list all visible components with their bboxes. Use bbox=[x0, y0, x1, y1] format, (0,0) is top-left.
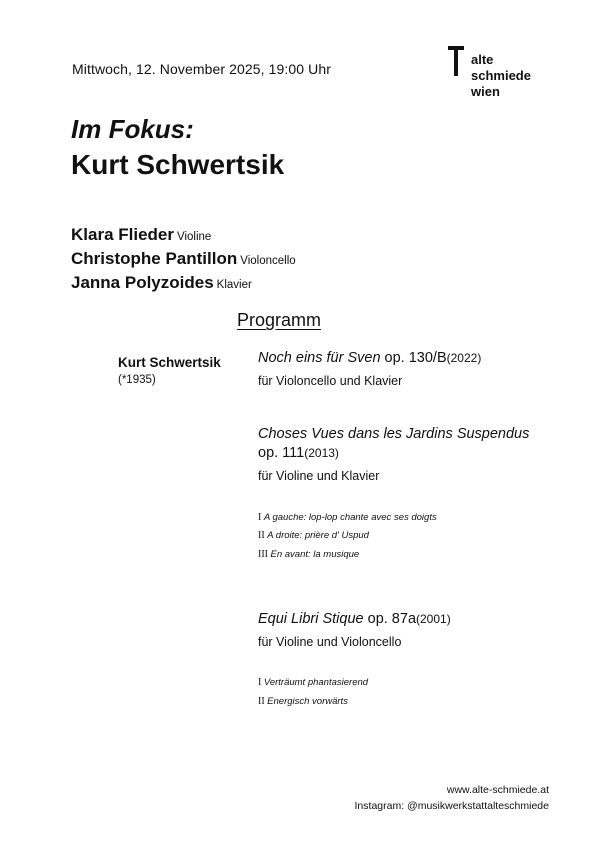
movement bbox=[258, 696, 348, 707]
work-year: (2013) bbox=[304, 446, 339, 460]
performer-row bbox=[71, 225, 211, 245]
performer-instrument: Violoncello bbox=[240, 255, 296, 267]
movement-title: En avant: la musique bbox=[270, 549, 360, 560]
work-title-line bbox=[258, 611, 451, 627]
logo-line-2: schmiede bbox=[471, 68, 531, 83]
movement-number: I bbox=[258, 512, 262, 523]
movement bbox=[258, 530, 369, 541]
movement-title: A droite: prière d' Uspud bbox=[267, 530, 369, 541]
performer-row bbox=[71, 249, 296, 269]
alte-schmiede-logo bbox=[448, 46, 558, 116]
performer-instrument: Klavier bbox=[216, 279, 252, 291]
movement-number: III bbox=[258, 549, 268, 560]
performer-name: Janna Polyzoides bbox=[71, 273, 214, 292]
instagram-handle[interactable]: Instagram: @musikwerkstattalteschmiede bbox=[354, 800, 549, 812]
composer-name: Kurt Schwertsik bbox=[118, 355, 221, 370]
website-link[interactable]: www.alte-schmiede.at bbox=[446, 784, 549, 796]
movement-title: Energisch vorwärts bbox=[267, 696, 348, 707]
title-kicker: Im Fokus: bbox=[71, 114, 194, 144]
work-opus: op. 130/B bbox=[384, 350, 447, 366]
page-title: Kurt Schwertsik bbox=[71, 149, 285, 180]
logo-line-3: wien bbox=[471, 84, 500, 99]
work-title: Choses Vues dans les Jardins Suspendus bbox=[258, 426, 530, 442]
work-title: Noch eins für Sven bbox=[258, 350, 381, 366]
movement bbox=[258, 677, 368, 688]
work-opus: op. 87a bbox=[367, 611, 417, 627]
movement bbox=[258, 512, 437, 523]
event-date: Mittwoch, 12. November 2025, 19:00 Uhr bbox=[72, 61, 332, 77]
work-opus: op. 111 bbox=[258, 445, 305, 461]
movement-number: II bbox=[258, 696, 265, 707]
movement-number: II bbox=[258, 530, 265, 541]
movement bbox=[258, 549, 359, 560]
composer-years: (*1935) bbox=[118, 374, 156, 386]
work-title-line bbox=[258, 426, 529, 442]
movement-title: Verträumt phantasierend bbox=[263, 677, 369, 688]
work-instrumentation: für Violine und Klavier bbox=[258, 469, 380, 483]
performer-name: Klara Flieder bbox=[71, 225, 174, 244]
logo-line-1: alte bbox=[471, 52, 494, 67]
work-year: (2022) bbox=[446, 351, 482, 365]
program-heading: Programm bbox=[237, 310, 322, 330]
movement-title: A gauche: lop-lop chante avec ses doigts bbox=[263, 512, 437, 523]
performer-name: Christophe Pantillon bbox=[71, 249, 238, 268]
work-title-line bbox=[258, 350, 481, 366]
work-year: (2001) bbox=[416, 612, 451, 626]
work-instrumentation: für Violine und Violoncello bbox=[258, 635, 402, 649]
work-instrumentation: für Violoncello und Klavier bbox=[258, 374, 403, 388]
work-opus-line bbox=[258, 445, 339, 461]
movement-number: I bbox=[258, 677, 262, 688]
performer-instrument: Violine bbox=[177, 231, 212, 243]
logo-t-stem bbox=[454, 46, 458, 76]
performer-row bbox=[71, 273, 252, 293]
work-title: Equi Libri Stique bbox=[258, 611, 364, 627]
